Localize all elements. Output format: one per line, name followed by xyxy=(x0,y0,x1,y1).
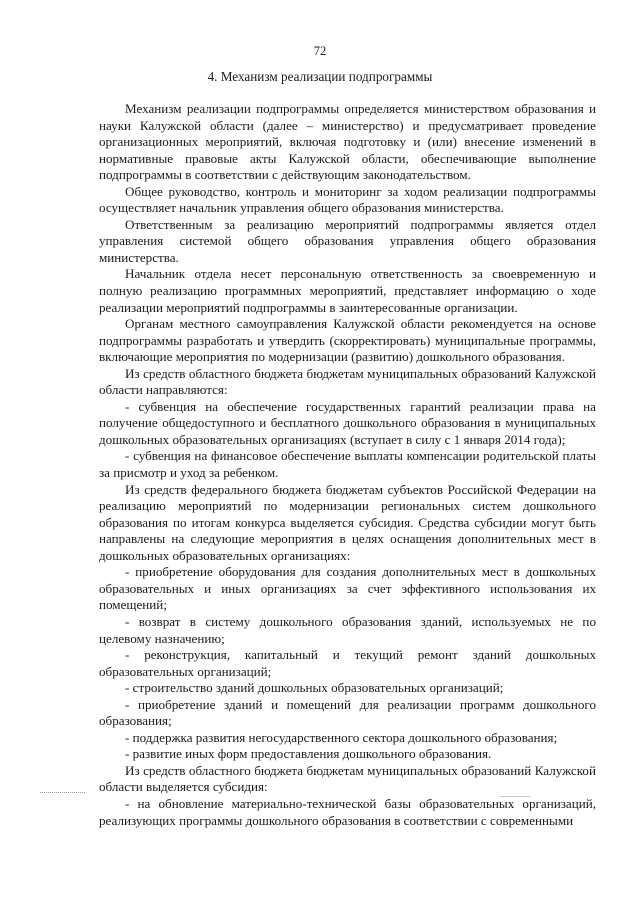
scan-artifact-line xyxy=(500,796,530,797)
list-item: - реконструкция, капитальный и текущий ремонт зданий дошкольных образовательных организаций; xyxy=(99,647,596,679)
paragraph: Органам местного самоуправления Калужской области рекомендуется на основе подпрограммы разработать и утвердить (скорректировать) муниципальные программы, включающие мероприятия по модернизации (развитию) дошкольного образования. xyxy=(99,316,596,365)
list-item: - приобретение зданий и помещений для реализации программ дошкольного образования; xyxy=(99,696,596,729)
list-item: - приобретение оборудования для создания дополнительных мест в дошкольных образовательных и иных организациях за счет эффективного использования их помещений; xyxy=(99,564,596,613)
document-body xyxy=(99,101,596,829)
paragraph: Из средств федерального бюджета бюджетам субъектов Российской Федерации на реализацию мероприятий по модернизации региональных систем дошкольного образования по итогам конкурса выделяется субсидия. Средства субсидии могут быть направлены на следующие мероприятия в целях оснащения дополнительных мест в дошкольных образовательных организациях: xyxy=(99,481,596,563)
page-number: 72 xyxy=(313,44,327,58)
list-item: - развитие иных форм предоставления дошкольного образования. xyxy=(125,746,492,762)
list-item: - на обновление материально-технической базы образовательных организаций, реализующих программы дошкольного образования в соответствии с современными xyxy=(99,795,596,828)
list-item: - возврат в систему дошкольного образования зданий, используемых не по целевому назначению; xyxy=(99,613,596,646)
paragraph: Из средств областного бюджета бюджетам муниципальных образований Калужской области направляются: xyxy=(99,365,596,398)
paragraph: Начальник отдела несет персональную ответственность за своевременную и полную реализацию программных мероприятий, представляет информацию о ходе реализации мероприятий подпрограммы в заинтересованные организации. xyxy=(99,266,596,315)
list-item: - субвенция на обеспечение государственных гарантий реализации права на получение общедоступного и бесплатного дошкольного образования в муниципальных дошкольных образовательных организациях (вступает в силу с 1 января 2014 года); xyxy=(99,398,596,447)
scan-artifact-mark xyxy=(40,792,85,793)
paragraph: Из средств областного бюджета бюджетам муниципальных образований Калужской области выделяется субсидия: xyxy=(99,762,596,795)
paragraph: Общее руководство, контроль и мониторинг за ходом реализации подпрограммы осуществляет начальник управления общего образования министерства. xyxy=(99,183,596,216)
list-item: - субвенция на финансовое обеспечение выплаты компенсации родительской платы за присмотр и уход за ребенком. xyxy=(99,448,596,481)
list-item: - строительство зданий дошкольных образовательных организаций; xyxy=(125,680,504,696)
paragraph: Механизм реализации подпрограммы определяется министерством образования и науки Калужской области (далее – министерство) и предусматривает проведение организационных мероприятий, включая подготовку и (или) внесение изменений в нормативные правовые акты Калужской области, обеспечивающие выполнение подпрограммы в соответствии с действующим законодательством. xyxy=(99,101,596,183)
list-item: - поддержка развития негосударственного сектора дошкольного образования; xyxy=(125,729,558,745)
paragraph: Ответственным за реализацию мероприятий подпрограммы является отдел управления системой общего образования управления общего образования министерства. xyxy=(99,216,596,265)
section-heading: 4. Механизм реализации подпрограммы xyxy=(207,69,433,84)
